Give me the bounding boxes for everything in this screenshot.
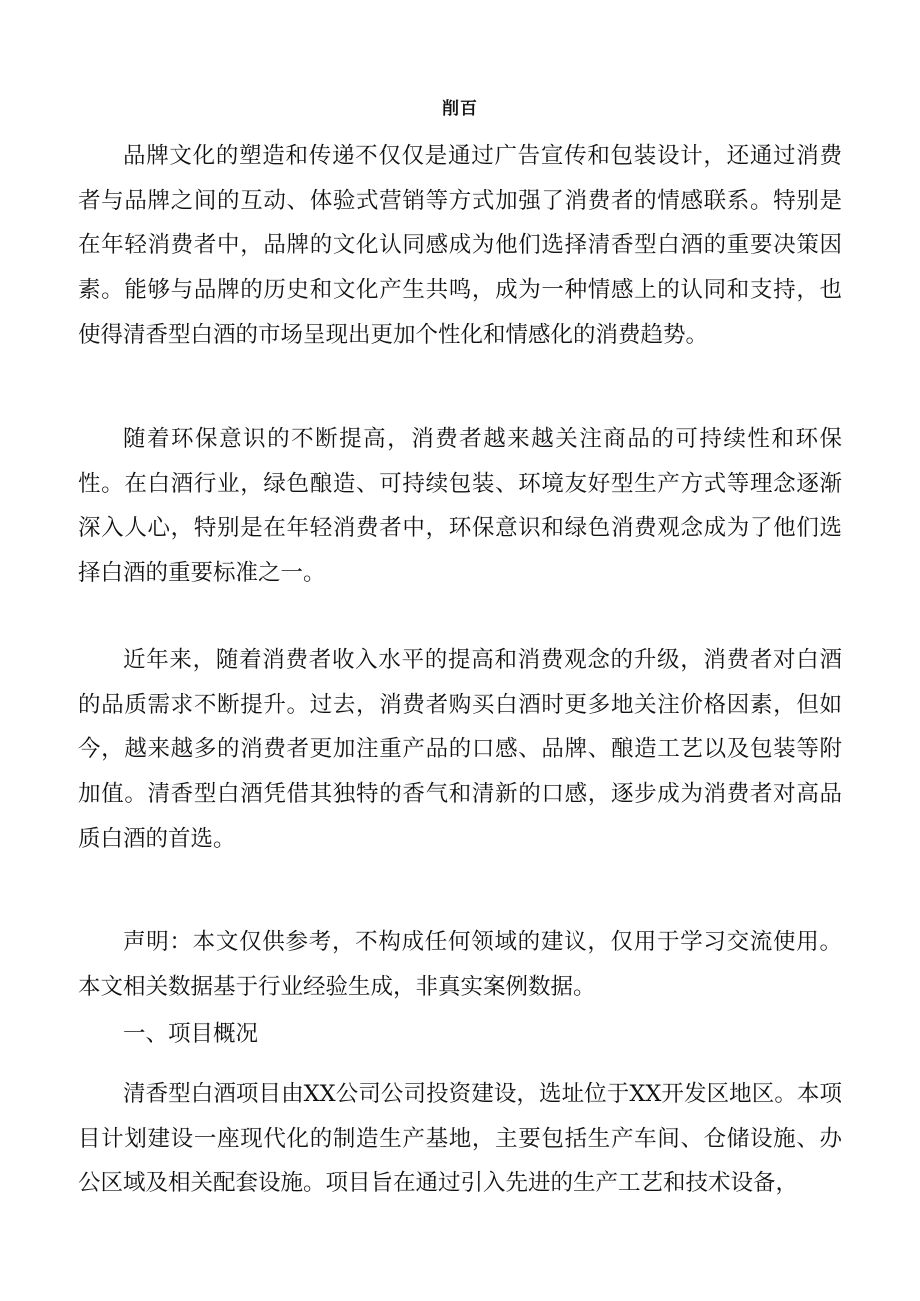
page-title: 削百	[442, 99, 478, 119]
paragraph-quality-demand: 近年来，随着消费者收入水平的提高和消费观念的升级，消费者对白酒的品质需求不断提升。过去，消费者购买白酒时更多地关注价格因素，但如今，越来越多的消费者更加注重产品的口感、品牌、酿造工艺以及包装等附加值。清香型白酒凭借其独特的香气和清新的口感，逐步成为消费者对高品质白酒的首选。	[78, 647, 842, 852]
paragraph-environmental: 随着环保意识的不断提高，消费者越来越关注商品的可持续性和环保性。在白酒行业，绿色酿造、可持续包装、环境友好型生产方式等理念逐渐深入人心，特别是在年轻消费者中，环保意识和绿色消费观念成为了他们选择白酒的重要标准之一。	[78, 426, 842, 587]
paragraph-disclaimer: 声明：本文仅供参考，不构成任何领域的建议，仅用于学习交流使用。本文相关数据基于行业经验生成，非真实案例数据。	[78, 929, 842, 1000]
paragraph-brand-culture: 品牌文化的塑造和传递不仅仅是通过广告宣传和包装设计，还通过消费者与品牌之间的互动、体验式营销等方式加强了消费者的情感联系。特别是在年轻消费者中，品牌的文化认同感成为他们选择清香型白酒的重要决策因素。能够与品牌的历史和文化产生共鸣，成为一种情感上的认同和支持，也使得清香型白酒的市场呈现出更加个性化和情感化的消费趋势。	[78, 143, 842, 348]
paragraph-project-overview: 清香型白酒项目由XX公司公司投资建设，选址位于XX开发区地区。本项目计划建设一座现代化的制造生产基地，主要包括生产车间、仓储设施、办公区域及相关配套设施。项目旨在通过引入先进的生产工艺和技术设备，	[78, 1081, 842, 1197]
section-heading-project-overview: 一、项目概况	[123, 1021, 259, 1047]
